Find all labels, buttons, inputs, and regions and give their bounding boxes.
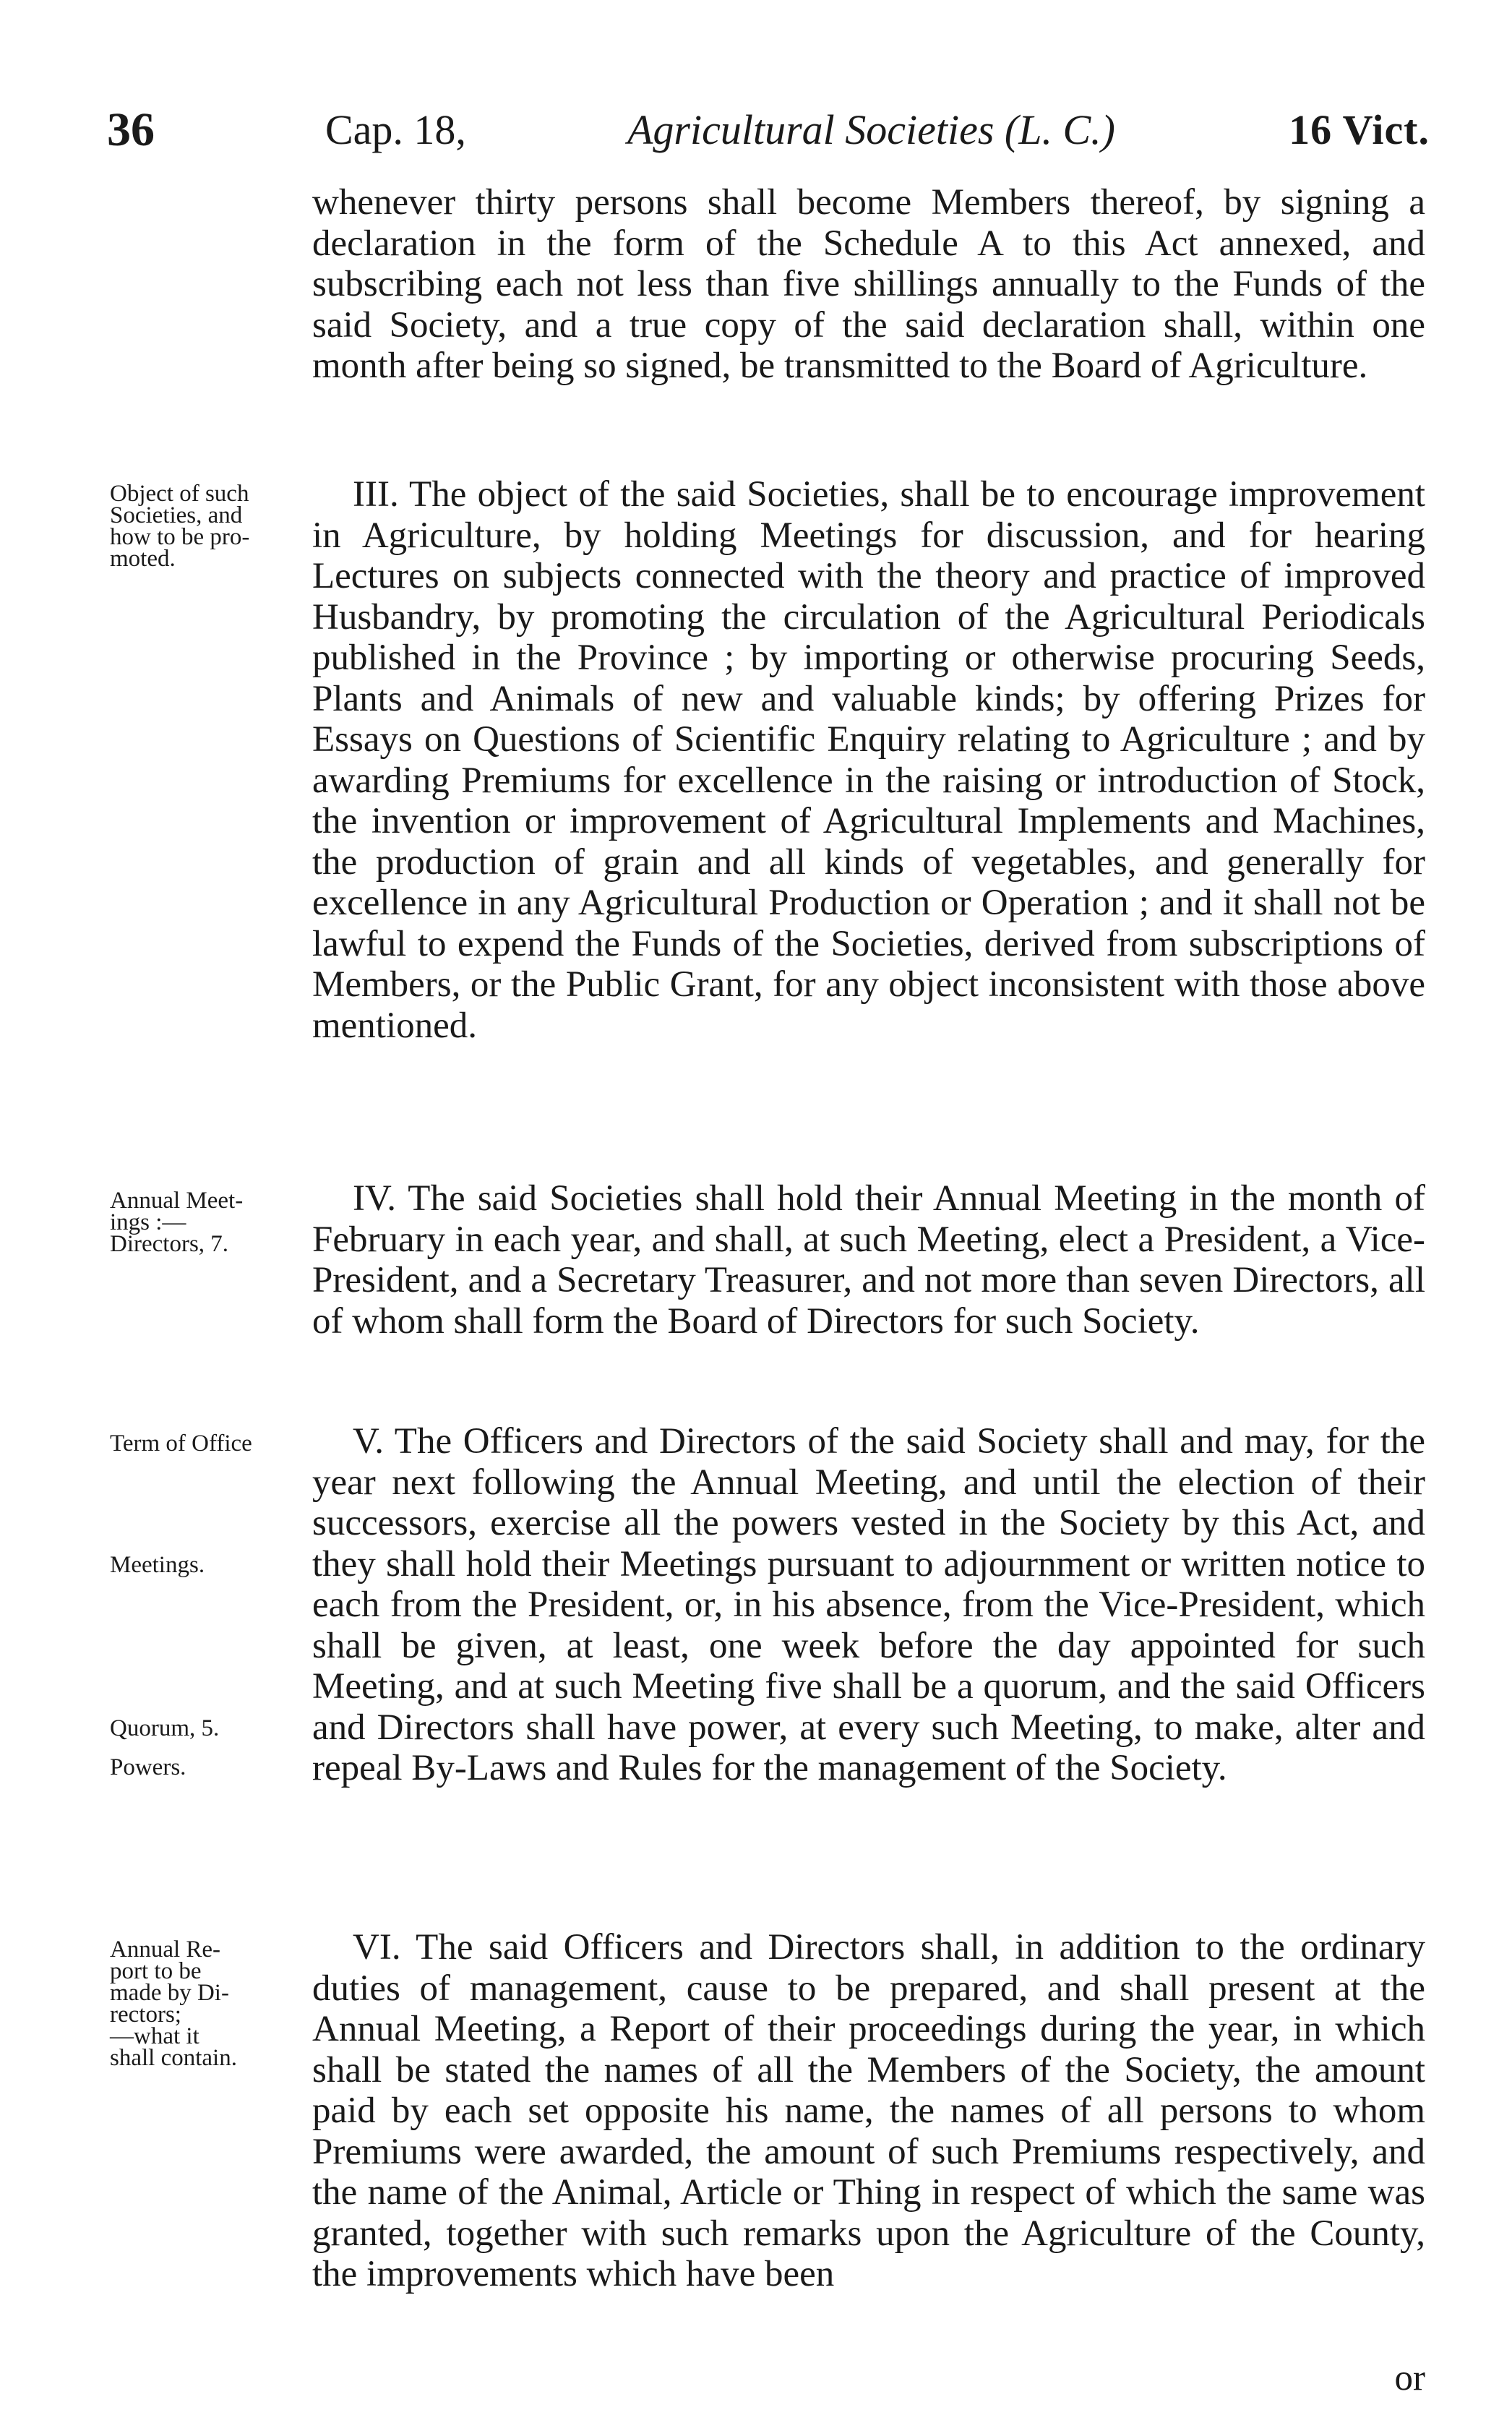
section-text: VI. The said Officers and Directors shall, in addition to the ordinary duties of management, cause to be prepared, and shall present at the Annual Meeting, a Report of their proceedings during the year, in which shall be stated the names of all the Members of the Society, the amount paid by each set opposite his name, the names of all persons to whom Premiums were awarded, the amount of such Premiums respectively, and the name of the Animal, Article or Thing in respect of which the same was granted, together with such remarks upon the Agriculture of the County, the improvements which have been [312, 1927, 1425, 2294]
catchword: or [1394, 2358, 1425, 2398]
section-v [312, 1421, 1425, 1789]
paragraph-text: whenever thirty persons shall become Members thereof, by signing a declaration in the form of the Schedule A to this Act annexed, and subscribing each not less than five shillings annually to the Funds of the said Society, and a true copy of the said declaration shall, within one month after being so signed, be transmitted to the Board of Agriculture. [312, 182, 1425, 386]
section-iv [312, 1178, 1425, 1342]
section-text: IV. The said Societies shall hold their Annual Meeting in the month of February in each year, and shall, at such Meeting, elect a President, a Vice-President, and a Secretary Treasurer, and not more than seven Directors, all of whom shall form the Board of Directors for such Society. [312, 1178, 1425, 1342]
act-title: Agricultural Societies (L. C.) [627, 106, 1115, 153]
marginal-note-quorum: Quorum, 5. [110, 1715, 220, 1741]
paragraph-continuation [312, 182, 1425, 387]
chapter-label: Cap. 18, [325, 106, 466, 153]
section-vi [312, 1927, 1425, 2295]
marginal-note-annual-report: Annual Re- port to be made by Di- rectors; —what it shall contain. [110, 1937, 237, 2071]
regnal-year: 16 Vict. [1289, 106, 1430, 153]
marginal-note-powers: Powers. [110, 1754, 186, 1780]
section-iii [312, 474, 1425, 1046]
section-text: III. The object of the said Societies, shall be to encourage improvement in Agriculture, by holding Meetings for discussion, and for hearing Lectures on subjects connected with the theory and practice of improved Husbandry, by promoting the circulation of the Agricultural Periodicals published in the Province ; by importing or otherwise procuring Seeds, Plants and Animals of new and valuable kinds; by offering Prizes for Essays on Questions of Scientific Enquiry relating to Agriculture ; and by awarding Premiums for excellence in the raising or introduction of Stock, the invention or improvement of Agricultural Implements and Machines, the production of grain and all kinds of vegetables, and generally for excellence in any Agricultural Production or Operation ; and it shall not be lawful to expend the Funds of the Societies, derived from subscriptions of Members, or the Public Grant, for any object inconsistent with those above mentioned. [312, 474, 1425, 1046]
page-number: 36 [107, 103, 155, 156]
marginal-note-term-of-office: Term of Office [110, 1431, 252, 1457]
marginal-note-annual-meetings: Annual Meet- ings :— Directors, 7. [110, 1188, 244, 1257]
marginal-note-meetings: Meetings. [110, 1552, 205, 1578]
section-text: V. The Officers and Directors of the said Society shall and may, for the year next following the Annual Meeting, and until the election of their successors, exercise all the powers vested in the Society by this Act, and they shall hold their Meetings pursuant to adjournment or written notice to each from the President, or, in his absence, from the Vice-President, which shall be given, at least, one week before the day appointed for such Meeting, and at such Meeting five shall be a quorum, and the said Officers and Directors shall have power, at every such Meeting, to make, alter and repeal By-Laws and Rules for the management of the Society. [312, 1421, 1425, 1788]
running-head [107, 101, 1430, 159]
marginal-note-object: Object of such Societies, and how to be pro- moted. [110, 481, 250, 572]
